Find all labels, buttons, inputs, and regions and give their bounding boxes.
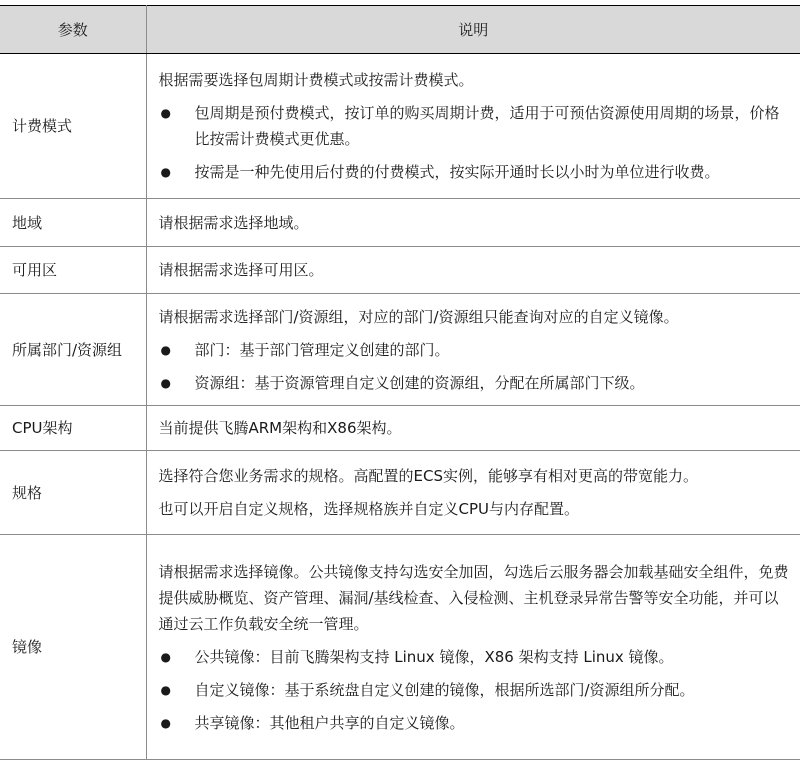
bullet-dot-icon: ●	[160, 649, 171, 664]
bullet-dot-icon: ●	[160, 375, 171, 390]
param-description	[146, 406, 800, 451]
bullet-item	[159, 337, 793, 363]
param-description	[146, 294, 800, 406]
table-header-row	[0, 6, 800, 54]
bullet-item	[159, 677, 793, 703]
table-row	[0, 247, 800, 294]
bullet-item	[159, 644, 793, 670]
bullet-dot-icon: ●	[160, 342, 171, 357]
description-text: 当前提供飞腾ARM架构和X86架构。	[158, 419, 402, 437]
param-name: 计费模式	[0, 54, 146, 199]
bullet-item	[159, 100, 793, 152]
description-text: 请根据需求选择部门/资源组，对应的部门/资源组只能查询对应的自定义镜像。	[158, 307, 679, 326]
param-name: CPU架构	[0, 406, 146, 451]
bullet-dot-icon: ●	[160, 165, 171, 179]
description-text: 也可以开启自定义规格，选择规格族并自定义CPU与内存配置。	[158, 500, 580, 518]
description-text: 请根据需求选择镜像。公共镜像支持勾选安全加固，勾选后云服务器会加载基础安全组件，免费提供威胁概览、资产管理、漏洞/基线检查、入侵检测、主机登录异常告警等安全功能，并可以通过云工作负载安全统一管理。	[158, 562, 789, 633]
bullet-item	[159, 159, 793, 185]
param-name: 所属部门/资源组	[0, 294, 146, 406]
param-name: 镜像	[0, 535, 146, 760]
bullet-list	[159, 337, 793, 396]
bullet-list	[159, 100, 793, 185]
bullet-text: 公共镜像：目前飞腾架构支持 Linux 镜像，X86 架构支持 Linux 镜像。	[194, 647, 674, 666]
table-row	[0, 406, 800, 451]
table-row	[0, 54, 800, 199]
bullet-item	[159, 370, 793, 396]
param-description	[146, 54, 800, 199]
bullet-text: 包周期是预付费模式，按订单的购买周期计费，适用于可预估资源使用周期的场景，价格比按需计费模式更优惠。	[194, 104, 780, 148]
bullet-dot-icon: ●	[160, 106, 171, 120]
description-text: 请根据需求选择可用区。	[158, 261, 324, 279]
param-description	[146, 451, 800, 535]
param-description	[146, 535, 800, 760]
table-row	[0, 294, 800, 406]
description-text: 根据需要选择包周期计费模式或按需计费模式。	[158, 71, 474, 89]
bullet-text: 共享镜像：其他租户共享的自定义镜像。	[194, 713, 465, 732]
description-text: 选择符合您业务需求的规格。高配置的ECS实例，能够享有相对更高的带宽能力。	[158, 467, 698, 485]
bullet-item	[159, 710, 793, 736]
header-param: 参数	[0, 6, 146, 54]
table-body	[0, 54, 800, 760]
table-row	[0, 451, 800, 535]
header-description: 说明	[146, 6, 800, 54]
param-description	[146, 247, 800, 294]
bullet-text: 自定义镜像：基于系统盘自定义创建的镜像，根据所选部门/资源组所分配。	[194, 680, 695, 699]
param-name: 地域	[0, 199, 146, 247]
bullet-list	[159, 644, 793, 736]
param-description	[146, 199, 800, 247]
table-row	[0, 199, 800, 247]
parameter-table	[0, 5, 800, 760]
bullet-text: 部门：基于部门管理定义创建的部门。	[194, 340, 450, 359]
param-name: 规格	[0, 451, 146, 535]
bullet-dot-icon: ●	[160, 715, 171, 730]
bullet-text: 按需是一种先使用后付费的付费模式，按实际开通时长以小时为单位进行收费。	[194, 163, 720, 181]
bullet-text: 资源组：基于资源管理自定义创建的资源组，分配在所属部门下级。	[194, 373, 645, 392]
param-name: 可用区	[0, 247, 146, 294]
bullet-dot-icon: ●	[160, 682, 171, 697]
description-text: 请根据需求选择地域。	[158, 213, 309, 232]
table-row	[0, 535, 800, 760]
